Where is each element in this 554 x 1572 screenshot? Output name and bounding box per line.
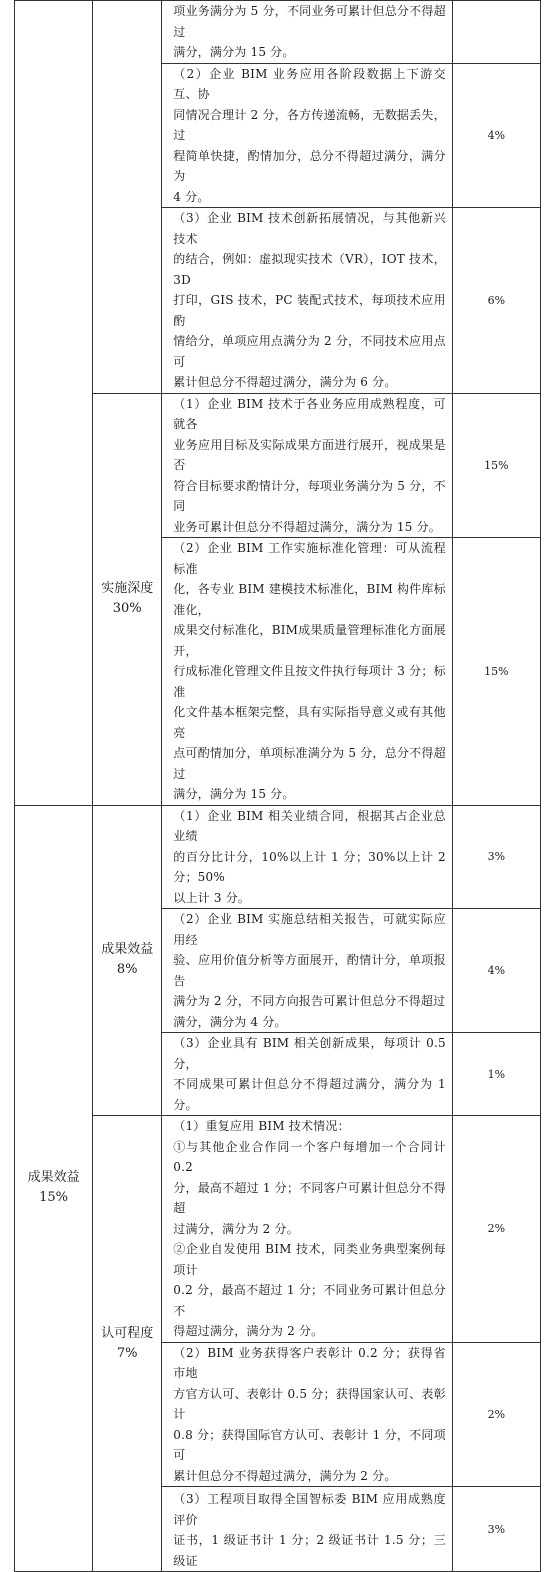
subcategory-recognition: 认可程度 7% <box>93 1116 162 1572</box>
weight-cell: 4% <box>452 909 540 1033</box>
criteria-cell: （2）BIM 业务获得客户表彰计 0.2 分；获得省市地 方官方认可、表彰计 0.5 分；获得国家认可、表彰计 0.8 分；获得国际官方认可、表彰计 1 分，不同项可 累计但总分不得超过满分，满分为 2 分。 <box>162 1342 453 1487</box>
subcategory-impl-depth: 实施深度 30% <box>93 393 162 805</box>
criteria-cell: （2）企业 BIM 工作实施标准化管理：可从流程标准 化，各专业 BIM 建模技术标准化，BIM 构件库标准化， 成果交付标准化，BIM成果质量管理标准化方面展开， 行成标准化管理文件且按文件执行每项计 3 分；标准 化文件基本框架完整，具有实际指导意义或有其他亮 点可酌情加分，单项标准满分为 5 分，总分不得超过 满分，满分为 15 分。 <box>162 538 453 806</box>
criteria-cell: （3）企业具有 BIM 相关创新成果，每项计 0.5 分， 不同成果可累计但总分不得超过满分，满分为 1 分。 <box>162 1033 453 1116</box>
criteria-cell: （2）企业 BIM 实施总结相关报告，可就实际应用经 验、应用价值分析等方面展开，酌情计分，单项报告 满分为 2 分，不同方向报告可累计但总分不得超过 满分，满分为 4 分。 <box>162 909 453 1033</box>
category-cell-empty <box>15 1 93 806</box>
criteria-cell: （2）企业 BIM 业务应用各阶段数据上下游交互、协 同情况合理计 2 分，各方传递流畅，无数据丢失，过 程简单快捷，酌情加分，总分不得超过满分，满分为 4 分。 <box>162 63 453 208</box>
criteria-cell: 项业务满分为 5 分，不同业务可累计但总分不得超过 满分，满分为 15 分。 <box>162 1 453 64</box>
subcategory-cell-empty <box>93 1 162 394</box>
weight-cell: 3% <box>452 1487 540 1572</box>
weight-cell: 3% <box>452 805 540 909</box>
criteria-cell: （3）工程项目取得全国智标委 BIM 应用成熟度评价 证书，1 级证书计 1 分；2 级证书计 1.5 分；三级证 <box>162 1487 453 1572</box>
weight-cell: 2% <box>452 1116 540 1343</box>
subcategory-results-benefit: 成果效益 8% <box>93 805 162 1116</box>
weight-cell: 15% <box>452 538 540 806</box>
criteria-cell: （1）企业 BIM 相关业绩合同，根据其占企业总业绩 的百分比计分，10%以上计 1 分；30%以上计 2 分；50% 以上计 3 分。 <box>162 805 453 909</box>
weight-cell <box>452 1 540 64</box>
criteria-cell: （1）重复应用 BIM 技术情况： ①与其他企业合作同一个客户每增加一个合同计 0.2 分，最高不超过 1 分；不同客户可累计但总分不得超 过满分，满分为 2 分。 ②企业自发使用 BIM 技术，同类业务典型案例每项计 0.2 分，最高不超过 1 分；不同业务可累计但总分不 得超过满分，满分为 2 分。 <box>162 1116 453 1343</box>
table-row <box>15 1116 541 1343</box>
weight-cell: 6% <box>452 208 540 394</box>
table-row <box>15 805 541 909</box>
table-row <box>15 1 541 64</box>
weight-cell: 2% <box>452 1342 540 1487</box>
table-row <box>15 393 541 538</box>
weight-cell: 1% <box>452 1033 540 1116</box>
weight-cell: 15% <box>452 393 540 538</box>
criteria-cell: （1）企业 BIM 技术于各业务应用成熟程度，可就各 业务应用目标及实际成果方面进行展开，视成果是否 符合目标要求酌情计分，每项业务满分为 5 分，不同 业务可累计但总分不得超过满分，满分为 15 分。 <box>162 393 453 538</box>
weight-cell: 4% <box>452 63 540 208</box>
scoring-table <box>14 0 541 1572</box>
criteria-cell: （3）企业 BIM 技术创新拓展情况，与其他新兴技术 的结合，例如：虚拟现实技术（VR），IOT 技术，3D 打印，GIS 技术，PC 装配式技术，每项技术应用酌 情给分，单项应用点满分为 2 分，不同技术应用点可 累计但总分不得超过满分，满分为 6 分。 <box>162 208 453 394</box>
category-results: 成果效益 15% <box>15 805 93 1572</box>
